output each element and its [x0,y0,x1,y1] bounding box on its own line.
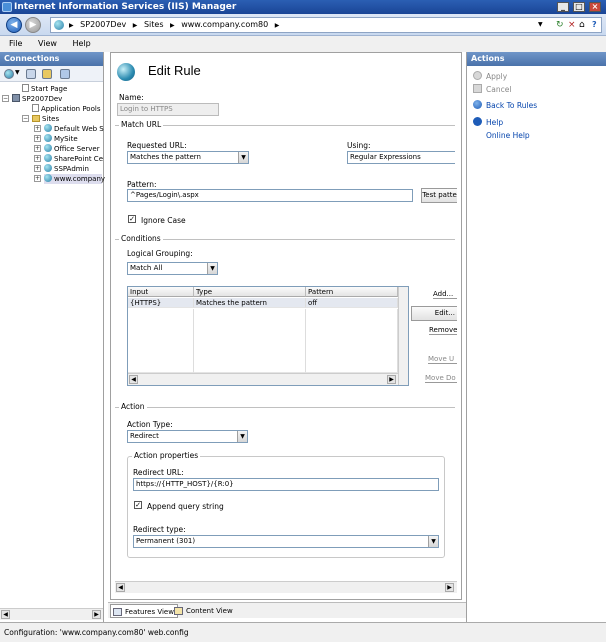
expand-icon[interactable]: + [35,175,41,182]
pattern-field[interactable]: ^Pages/Login\.aspx [127,189,413,202]
status-bar [0,622,606,642]
chevron-down-icon: ▼ [428,536,438,547]
features-view-icon [113,608,122,616]
page-title: Edit Rule [148,63,201,78]
tree-item-site[interactable]: + Default Web S [35,125,104,133]
tree-item-site[interactable]: + SSPAdmin [35,165,89,173]
connect-icon[interactable] [4,69,14,79]
conditions-table[interactable] [127,286,409,386]
action-type-select[interactable]: Redirect ▼ [127,430,248,443]
expand-icon[interactable]: + [35,135,41,142]
conditions-vscrollbar[interactable] [398,287,408,385]
table-cell-pattern[interactable]: off [306,298,398,308]
delete-connection-icon[interactable] [60,69,70,79]
remove-condition-button[interactable]: Remove [429,326,457,334]
requested-url-label: Requested URL: [127,141,187,150]
address-dropdown-icon[interactable]: ▼ [538,21,543,28]
name-label: Name: [119,93,144,102]
address-bar [0,14,606,36]
back-to-rules-action[interactable]: Back To Rules [473,100,537,112]
breadcrumb-sep-icon: ▶ [170,22,175,29]
column-header-type[interactable]: Type [194,287,306,297]
name-field[interactable]: Login to HTTPS [117,103,219,116]
ignore-case-checkbox[interactable]: ✓ [129,215,135,223]
using-select[interactable]: Regular Expressions [347,151,455,164]
menu-bar [0,36,606,52]
status-text: Configuration: 'www.company.com80' web.config [4,628,189,637]
scroll-right-icon[interactable]: ▶ [92,610,101,619]
cancel-action[interactable]: Cancel [473,84,511,96]
globe-icon [44,164,52,172]
column-header-input[interactable]: Input [128,287,194,297]
move-up-button[interactable]: Move U [428,355,457,364]
chevron-down-icon: ▼ [238,152,248,163]
using-label: Using: [347,141,371,150]
edit-condition-button[interactable]: Edit... [411,306,457,321]
redirect-url-label: Redirect URL: [133,468,184,477]
move-down-button[interactable]: Move Do [425,374,456,382]
scroll-right-icon[interactable]: ▶ [387,375,396,384]
breadcrumb-item-server[interactable]: SP2007Dev [80,20,127,29]
match-url-group [115,120,455,129]
ignore-case-label: Ignore Case [141,216,186,225]
help-action[interactable]: Help [473,117,503,129]
redirect-url-field[interactable]: https://{HTTP_HOST}/{R:0} [133,478,439,491]
table-cell-type[interactable]: Matches the pattern [194,298,306,308]
actions-header: Actions [467,52,606,66]
action-type-label: Action Type: [127,420,173,429]
window-titlebar [0,0,606,14]
globe-icon [44,134,52,142]
requested-url-select[interactable]: Matches the pattern ▼ [127,151,249,164]
globe-icon [117,63,135,81]
breadcrumb[interactable] [50,17,602,33]
menu-file[interactable]: File [9,39,23,48]
collapse-icon[interactable]: − [23,115,29,122]
scroll-left-icon[interactable]: ◀ [116,583,125,592]
page-icon [22,84,29,92]
scroll-right-icon[interactable]: ▶ [445,583,454,592]
apply-action[interactable]: Apply [473,71,507,83]
apply-icon [473,71,482,80]
expand-icon[interactable]: + [35,125,41,132]
tab-content-view[interactable]: Content View [172,604,236,618]
table-empty [306,309,398,373]
collapse-icon[interactable]: − [3,95,9,102]
connections-hscrollbar[interactable] [0,608,103,620]
breadcrumb-sep-icon: ▶ [69,22,74,29]
add-condition-button[interactable]: Add... [433,290,457,299]
window-title: Internet Information Services (IIS) Manager [14,2,237,12]
connections-toolbar [0,66,103,82]
expand-icon[interactable]: + [35,145,41,152]
online-help-action[interactable]: Online Help [486,131,530,140]
breadcrumb-sep-icon: ▶ [132,22,138,29]
breadcrumb-item-sites[interactable]: Sites [143,20,164,29]
menu-view[interactable]: View [37,39,57,48]
cancel-icon [473,84,482,93]
connections-header: Connections [0,52,103,66]
home-icon[interactable]: ⌂ [579,20,585,30]
up-level-icon[interactable] [42,69,52,79]
stop-icon[interactable]: × [568,20,576,30]
action-group-title: Action [121,402,145,411]
help-icon [473,117,482,126]
column-header-pattern[interactable]: Pattern [306,287,398,297]
action-properties-title: Action properties [134,451,199,460]
append-query-string-checkbox[interactable]: ✓ [135,501,141,509]
breadcrumb-sep-icon: ▶ [274,22,280,29]
connections-pane [0,52,104,622]
chevron-down-icon: ▼ [207,263,217,274]
redirect-type-label: Redirect type: [133,525,186,534]
close-button[interactable]: × [589,2,601,12]
test-pattern-button[interactable]: Test patte [421,188,457,203]
back-arrow-icon [473,100,482,109]
minimize-button[interactable]: _ [557,2,569,12]
maximize-button[interactable]: □ [573,2,585,12]
edit-rule-panel [110,52,462,600]
conditions-hscrollbar[interactable] [128,373,398,385]
tree-item-sites[interactable]: − Sites [23,115,60,123]
globe-icon [44,124,52,132]
chevron-down-icon: ▼ [237,431,247,442]
refresh-icon[interactable]: ↻ [556,20,564,30]
save-icon[interactable] [26,69,36,79]
server-icon [12,94,20,102]
table-cell-input[interactable]: {HTTPS} [128,298,194,308]
iis-app-icon [2,2,12,12]
globe-icon [44,174,52,182]
tree-item-server[interactable]: − SP2007Dev [3,95,63,103]
scroll-left-icon[interactable]: ◀ [129,375,138,384]
globe-icon [54,20,64,30]
content-view-icon [174,607,183,615]
scroll-left-icon[interactable]: ◀ [1,610,10,619]
back-button[interactable]: ◀ [6,17,22,33]
tree-item-app-pools[interactable]: Application Pools [32,104,100,114]
match-url-group-title: Match URL [121,120,162,129]
expand-icon[interactable]: + [35,165,41,172]
conditions-group [115,234,455,243]
view-tabs [108,602,466,618]
help-icon[interactable]: ? [592,20,597,29]
globe-icon [44,154,52,162]
pattern-label: Pattern: [127,180,157,189]
actions-pane [466,52,606,622]
table-empty [128,309,194,373]
action-group [115,402,455,411]
breadcrumb-item-site[interactable]: www.company.com80 [181,20,269,29]
connect-dropdown-icon[interactable]: ▼ [15,69,20,76]
table-empty [194,309,306,373]
tree-item-site[interactable]: + MySite [35,135,78,143]
menu-help[interactable]: Help [72,39,91,48]
tree-item-start-page[interactable]: Start Page [22,84,67,94]
forward-button[interactable]: ▶ [25,17,41,33]
page-icon [32,104,39,112]
expand-icon[interactable]: + [35,155,41,162]
editrule-hscrollbar[interactable] [115,581,457,593]
tree-item-site-selected[interactable]: + www.company [35,175,106,183]
conditions-group-title: Conditions [121,234,161,243]
logical-grouping-select[interactable]: Match All ▼ [127,262,218,275]
tree-item-site[interactable]: + Office Server [35,145,100,153]
redirect-type-select[interactable]: Permanent (301) ▼ [133,535,439,548]
tree-item-site[interactable]: + SharePoint Ce [35,155,103,163]
folder-icon [32,115,40,122]
tab-features-view[interactable]: Features View [110,604,178,618]
logical-grouping-label: Logical Grouping: [127,249,193,258]
globe-icon [44,144,52,152]
append-query-string-label: Append query string [147,502,224,511]
